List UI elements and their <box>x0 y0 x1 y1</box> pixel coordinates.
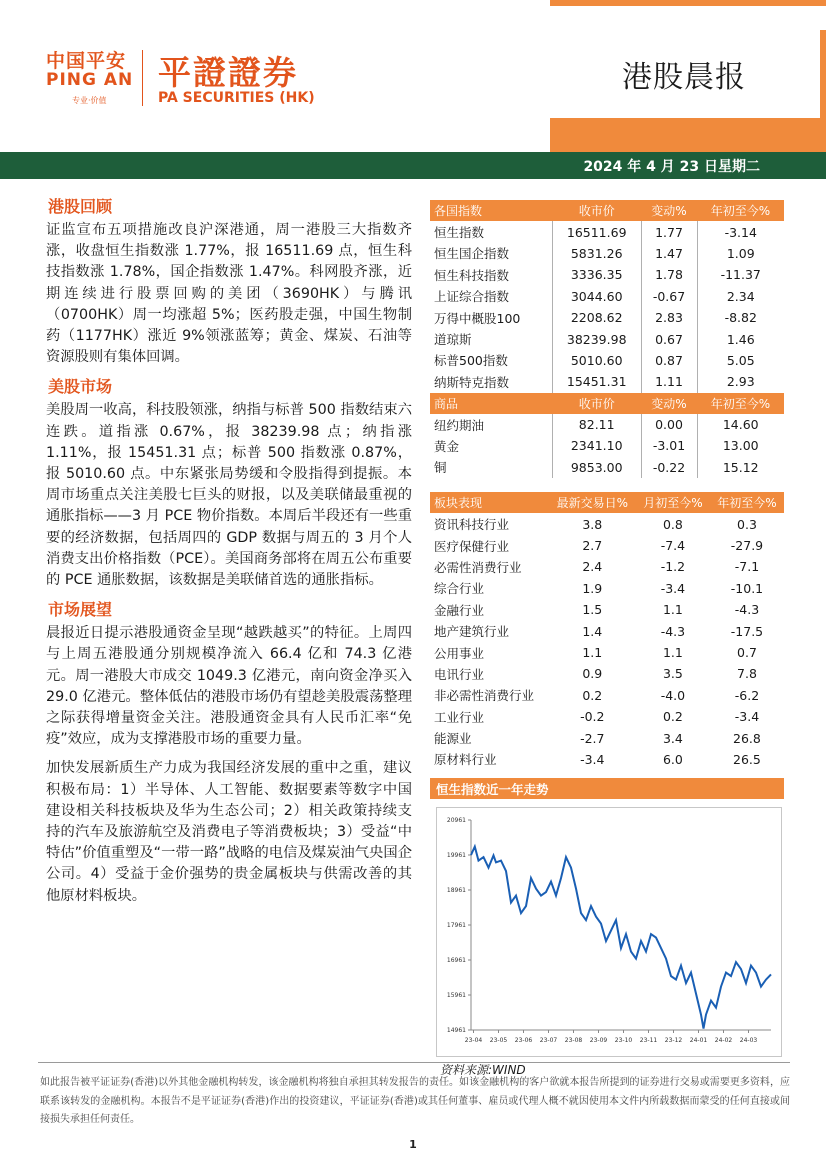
row-value: -6.2 <box>734 687 760 703</box>
row-value: 15.12 <box>697 457 784 478</box>
row-value: -11.37 <box>697 264 784 285</box>
row-label: 恒生国企指数 <box>434 246 510 262</box>
table-header: 商品 <box>430 393 552 414</box>
table-row <box>430 727 784 748</box>
table-header: 变动% <box>641 200 697 221</box>
row-value: -0.22 <box>641 457 697 478</box>
row-value: 0.00 <box>641 414 697 435</box>
x-tick-label: 23-06 <box>514 1037 533 1045</box>
row-value: 2341.10 <box>552 435 641 456</box>
row-value: 3.4 <box>662 730 683 746</box>
pingan-logo-tagline: 专业·价值 <box>72 96 107 105</box>
row-value: 1.46 <box>697 328 784 349</box>
footer-divider <box>38 1062 790 1063</box>
row-value: 5.05 <box>697 350 784 371</box>
row-label: 地产建筑行业 <box>434 624 510 640</box>
row-value: 3.8 <box>582 516 603 532</box>
hsi-chart <box>436 807 782 1057</box>
row-value: 2.4 <box>582 559 603 575</box>
row-value: 1.5 <box>582 602 603 618</box>
x-tick-label: 24-02 <box>714 1037 733 1045</box>
row-value: 2208.62 <box>552 307 641 328</box>
table-row <box>430 328 784 349</box>
page-number: 1 <box>409 1138 417 1151</box>
table-header: 月初至今% <box>636 492 710 513</box>
table-row <box>430 513 784 534</box>
row-value: 7.8 <box>737 666 757 682</box>
table-row <box>430 435 784 456</box>
row-label: 能源业 <box>434 731 472 747</box>
sector-table <box>430 492 784 770</box>
table-header: 收市价 <box>552 200 641 221</box>
row-value: 26.5 <box>733 751 761 767</box>
table-header: 年初至今% <box>710 492 784 513</box>
row-value: 2.83 <box>641 307 697 328</box>
row-value: -3.4 <box>734 709 760 725</box>
row-value: 1.77 <box>641 221 697 242</box>
securities-logo-cn: 平證證券 <box>158 53 298 92</box>
row-label: 恒生指数 <box>434 225 485 241</box>
row-value: 3.5 <box>662 666 683 682</box>
row-value: 1.4 <box>582 623 603 639</box>
row-value: 1.1 <box>662 602 683 618</box>
row-value: -27.9 <box>730 538 764 554</box>
commentary-column <box>42 192 412 907</box>
table-row <box>430 221 784 242</box>
table-row <box>430 535 784 556</box>
row-label: 黄金 <box>434 438 460 454</box>
row-value: 14.60 <box>697 414 784 435</box>
row-value: -4.0 <box>660 687 686 703</box>
row-label: 万得中概股100 <box>434 310 521 326</box>
row-value: -4.3 <box>660 623 686 639</box>
row-value: -4.3 <box>734 602 760 618</box>
row-label: 必需性消费行业 <box>434 559 522 575</box>
row-value: -2.7 <box>580 730 605 746</box>
table-row <box>430 350 784 371</box>
table-header: 变动% <box>641 393 697 414</box>
y-tick-label: 20961 <box>446 817 466 825</box>
row-value: 6.0 <box>662 751 683 767</box>
x-tick-label: 23-12 <box>664 1037 683 1045</box>
x-tick-label: 23-10 <box>614 1037 633 1045</box>
chart-title: 恒生指数近一年走势 <box>430 778 784 799</box>
row-value: -8.82 <box>697 307 784 328</box>
y-tick-label: 14961 <box>446 1027 466 1035</box>
row-label: 原材料行业 <box>434 752 497 768</box>
section-title: 美股市场 <box>48 377 113 397</box>
section-hk-review <box>42 194 412 368</box>
table-row <box>430 243 784 264</box>
header-strip <box>488 6 826 30</box>
table-row <box>430 620 784 641</box>
row-value: 0.9 <box>582 666 603 682</box>
row-value: -7.1 <box>734 559 760 575</box>
row-value: -3.01 <box>641 435 697 456</box>
row-label: 纽约期油 <box>434 417 485 433</box>
report-date: 2024 年 4 月 23 日星期二 <box>583 159 760 175</box>
table-header: 板块表现 <box>430 492 549 513</box>
row-label: 铜 <box>434 460 447 476</box>
row-value: 0.2 <box>662 709 683 725</box>
row-value: 0.7 <box>737 645 757 660</box>
row-value: 5010.60 <box>552 350 641 371</box>
row-value: 2.34 <box>697 286 784 307</box>
table-row <box>430 706 784 727</box>
row-value: 2.93 <box>697 371 784 392</box>
row-label: 标普500指数 <box>434 353 508 369</box>
row-value: 0.8 <box>662 516 683 532</box>
row-value: 0.67 <box>641 328 697 349</box>
table-row <box>430 578 784 599</box>
row-value: -7.4 <box>660 538 686 554</box>
table-row <box>430 371 784 392</box>
disclaimer: 如此报告被平证证券(香港)以外其他金融机构转发，该金融机构将独自承担其转发报告的责任。如该金融机构的客户欲就本报告所提到的证券进行交易或需要更多资料，应联系该转发的金融机构。本报告不是平证证券(香港)作出的投资建议，平证证券(香港)或其任何董事、雇员或代理人概不就因使用本文件内所载数据而蒙受的任何直接或间接损失承担任何责任。 <box>40 1077 790 1125</box>
x-tick-label: 24-03 <box>739 1037 758 1045</box>
row-value: 38239.98 <box>552 328 641 349</box>
section-paragraph: 晨报近日提示港股通资金呈现“越跌越买”的特征。上周四与上周五港股通分别规模净流入 66.4 亿和 74.3 亿港元。周一港股大市成交 1049.3 亿港元，南向资金净买入 29.0 亿港元。整体低估的港股市场仍有望趁美股震荡整理之际获得增量资金关注。港股通资金具有人民币汇率“免疫”效应，成为支撑港股市场的重要力量。 <box>46 625 412 748</box>
row-label: 纳斯特克指数 <box>434 374 510 390</box>
report-title: 港股晨报 <box>622 60 746 95</box>
row-value: 1.1 <box>662 645 683 660</box>
table-header: 各国指数 <box>430 200 552 221</box>
section-title: 市场展望 <box>48 600 113 620</box>
y-tick-label: 17961 <box>446 922 466 930</box>
row-label: 恒生科技指数 <box>434 267 510 283</box>
row-label: 非必需性消费行业 <box>434 688 535 704</box>
x-tick-label: 23-08 <box>564 1037 583 1045</box>
table-row <box>430 286 784 307</box>
row-label: 金融行业 <box>434 602 485 618</box>
row-label: 综合行业 <box>434 581 485 597</box>
section-title: 港股回顾 <box>48 197 113 216</box>
row-value: -1.2 <box>660 559 686 575</box>
row-label: 电讯行业 <box>434 666 485 682</box>
row-label: 资讯科技行业 <box>434 517 510 533</box>
row-value: 5831.26 <box>552 243 641 264</box>
securities-logo-en: PA SECURITIES (HK) <box>158 90 315 106</box>
row-value: -0.67 <box>641 286 697 307</box>
row-value: 1.47 <box>641 243 697 264</box>
y-tick-label: 19961 <box>446 852 466 860</box>
table-row <box>430 414 784 435</box>
row-label: 上证综合指数 <box>434 289 510 305</box>
hsi-chart-svg <box>437 808 781 1056</box>
row-value: 1.9 <box>582 580 603 596</box>
x-tick-label: 23-09 <box>589 1037 608 1045</box>
row-value: 15451.31 <box>552 371 641 392</box>
section-us-market <box>42 374 412 591</box>
table-row <box>430 685 784 706</box>
row-value: 1.09 <box>697 243 784 264</box>
x-tick-label: 23-07 <box>539 1037 558 1045</box>
row-value: 2.7 <box>582 538 603 554</box>
table-row <box>430 663 784 684</box>
row-value: 0.3 <box>737 516 757 532</box>
row-value: 16511.69 <box>552 221 641 242</box>
row-value: -17.5 <box>730 623 764 639</box>
row-label: 道琼斯 <box>434 332 472 348</box>
row-value: -0.2 <box>580 709 605 725</box>
table-row <box>430 749 784 770</box>
row-value: -3.14 <box>697 221 784 242</box>
table-header: 最新交易日% <box>549 492 636 513</box>
x-tick-label: 23-04 <box>464 1037 483 1045</box>
row-label: 医疗保健行业 <box>434 538 510 554</box>
row-value: 3336.35 <box>552 264 641 285</box>
row-value: 9853.00 <box>552 457 641 478</box>
section-paragraph: 证监宣布五项措施改良沪深港通，周一港股三大指数齐涨，收盘恒生指数涨 1.77%，报 16511.69 点，恒生科技指数涨 1.78%，国企指数涨 1.47%。科网股齐涨，近期连续进行股票回购的美团（3690HK）与腾讯（0700HK）周一均涨超 5%；医药股走强，中国生物制药（1177HK）涨近 9%领涨蓝筹；黄金、煤炭、石油等资源股则有集体回调。 <box>46 222 412 366</box>
table-row <box>430 307 784 328</box>
market-data-column <box>430 200 784 1078</box>
table-header: 收市价 <box>552 393 641 414</box>
table-row <box>430 642 784 663</box>
series-line-hsi <box>471 847 771 1029</box>
table-row <box>430 556 784 577</box>
table-row <box>430 264 784 285</box>
row-value: -3.4 <box>660 580 686 596</box>
row-label: 工业行业 <box>434 709 485 725</box>
pingan-logo-en: PING AN <box>46 70 134 90</box>
y-tick-label: 16961 <box>446 957 466 965</box>
x-tick-label: 23-05 <box>489 1037 508 1045</box>
y-tick-label: 18961 <box>446 887 466 895</box>
row-value: -10.1 <box>730 580 764 596</box>
row-value: 13.00 <box>697 435 784 456</box>
row-value: -3.4 <box>580 751 605 767</box>
row-value: 1.1 <box>582 645 603 660</box>
y-tick-label: 15961 <box>446 992 466 1000</box>
table-row <box>430 457 784 478</box>
section-outlook <box>42 597 412 907</box>
row-value: 3044.60 <box>552 286 641 307</box>
index-table <box>430 200 784 478</box>
table-row <box>430 599 784 620</box>
x-tick-label: 23-11 <box>639 1037 658 1045</box>
row-value: 1.78 <box>641 264 697 285</box>
pingan-logo-cn: 中国平安 <box>46 50 127 72</box>
row-value: 0.87 <box>641 350 697 371</box>
row-value: 0.2 <box>582 687 603 703</box>
row-value: 26.8 <box>733 730 761 746</box>
row-value: 82.11 <box>552 414 641 435</box>
table-header: 年初至今% <box>697 200 784 221</box>
row-label: 公用事业 <box>434 645 485 661</box>
section-paragraph: 加快发展新质生产力成为我国经济发展的重中之重，建议积极布局：1）半导体、人工智能、数据要素等数字中国建设相关科技板块及华为生态公司；2）相关政策持续支持的汽车及旅游航空及消费电子等消费板块；3）受益“中特估”价值重塑及“一带一路”战略的电信及煤炭油气央国企公司。4）受益于金价强势的贵金属板块与供需改善的其他原材料板块。 <box>46 760 412 904</box>
table-header: 年初至今% <box>697 393 784 414</box>
chart-source: 资料来源:WIND <box>440 1063 526 1078</box>
logo-divider <box>142 50 143 106</box>
section-paragraph: 美股周一收高，科技股领涨，纳指与标普 500 指数结束六连跌。道指涨 0.67%，报 38239.98 点；纳指涨 1.11%，报 15451.31 点；标普 500 指数涨 0.87%，报 5010.60 点。中东紧张局势缓和令股指得到提振。本周市场重点关注美股七巨头的财报，以及美联储最重视的通胀指标——3 月 PCE 物价指数。本周后半段还有一些重要的经济数据，包括周四的 GDP 数据与周五的 3 月个人消费支出价格指数（PCE）。美国商务部将在周五公布重要的 PCE 通胀数据，该数据是美联储首选的通胀指标。 <box>46 402 412 589</box>
x-tick-label: 24-01 <box>689 1037 708 1045</box>
row-value: 1.11 <box>641 371 697 392</box>
